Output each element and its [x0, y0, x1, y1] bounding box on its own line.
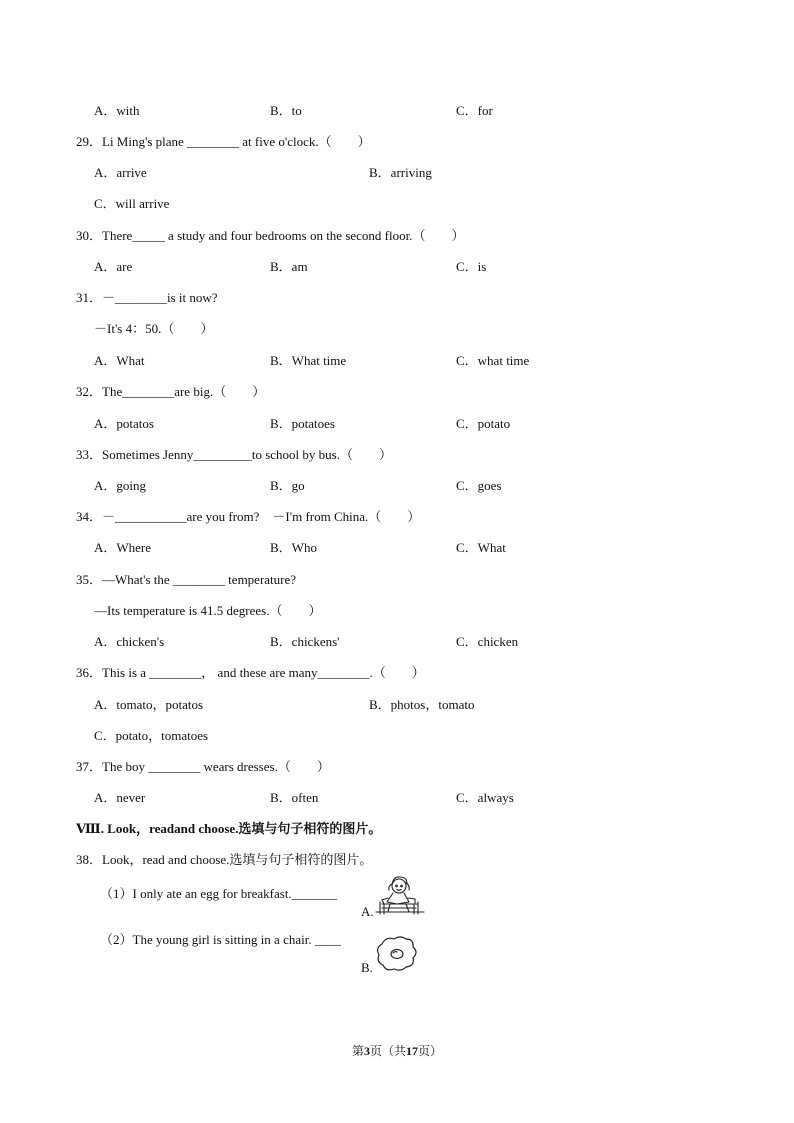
q38-picture-b-label: B. — [361, 960, 373, 975]
q31-stem: 31．－________is it now? — [76, 290, 218, 305]
q38-picture-a-label: A. — [361, 904, 374, 919]
q30-stem: 30．There_____ a study and four bedrooms on the second floor.（ ） — [76, 228, 465, 243]
q36-stem: 36．This is a ________， and these are many________.（ ） — [76, 665, 425, 680]
q30-option-b: B．am — [270, 259, 308, 274]
q28-option-a: A．with — [94, 103, 140, 118]
q31-option-b: B．What time — [270, 353, 347, 368]
q31-option-a: A．What — [94, 353, 145, 368]
q36-option-c: C．potato，tomatoes — [94, 728, 209, 743]
footer-page-number: 3 — [363, 1044, 370, 1058]
section-8-title: Ⅷ. Look，readand choose.选填与句子相符的图片。 — [76, 821, 382, 836]
footer-total-pages: 17 — [406, 1044, 418, 1058]
q38-stem: 38．Look，read and choose.选填与句子相符的图片。 — [76, 852, 373, 867]
q36-option-b: B．photos，tomato — [369, 697, 475, 712]
footer-prefix: 第 — [351, 1044, 364, 1058]
page-footer — [0, 1043, 794, 1059]
q31-option-c: C．what time — [456, 353, 530, 368]
q30-option-a: A．are — [94, 259, 133, 274]
q32-stem: 32．The________are big.（ ） — [76, 384, 266, 399]
q37-option-a: A．never — [94, 790, 146, 805]
girl-in-chair-picture — [370, 874, 430, 918]
q37-option-c: C．always — [456, 790, 514, 805]
q30-option-c: C．is — [456, 259, 487, 274]
q34-option-a: A．Where — [94, 540, 152, 555]
q29-option-c: C．will arrive — [94, 196, 170, 211]
q34-option-c: C．What — [456, 540, 506, 555]
q35-line2: —Its temperature is 41.5 degrees.（ ） — [94, 603, 322, 618]
footer-suffix: 页） — [418, 1044, 443, 1058]
q37-option-b: B．often — [270, 790, 319, 805]
q32-option-c: C．potato — [456, 416, 511, 431]
q33-option-b: B．go — [270, 478, 305, 493]
q38-sentence-1: （1）I only ate an egg for breakfast._______ — [100, 886, 338, 901]
q33-stem: 33．Sometimes Jenny_________to school by bus.（ ） — [76, 447, 392, 462]
q34-stem: 34．－___________are you from? －I'm from China.（ ） — [76, 509, 421, 524]
q28-option-c: C．for — [456, 103, 493, 118]
q35-option-c: C．chicken — [456, 634, 519, 649]
q35-stem: 35．—What's the ________ temperature? — [76, 572, 297, 587]
q29-option-b: B．arriving — [369, 165, 432, 180]
q28-option-b: B．to — [270, 103, 302, 118]
fried-egg-picture — [374, 934, 418, 972]
footer-middle: 页（共 — [369, 1044, 406, 1058]
q29-stem: 29．Li Ming's plane ________ at five o'clock.（ ） — [76, 134, 371, 149]
q35-option-b: B．chickens' — [270, 634, 340, 649]
q37-stem: 37．The boy ________ wears dresses.（ ） — [76, 759, 330, 774]
q32-option-b: B．potatoes — [270, 416, 335, 431]
q34-option-b: B．Who — [270, 540, 317, 555]
q33-option-c: C．goes — [456, 478, 502, 493]
q38-sentence-2: （2）The young girl is sitting in a chair. ____ — [100, 932, 341, 947]
q36-option-a: A．tomato，potatos — [94, 697, 204, 712]
q31-line2: －It's 4：50.（ ） — [94, 321, 214, 336]
q35-option-a: A．chicken's — [94, 634, 165, 649]
q32-option-a: A．potatos — [94, 416, 154, 431]
q33-option-a: A．going — [94, 478, 147, 493]
q29-option-a: A．arrive — [94, 165, 147, 180]
